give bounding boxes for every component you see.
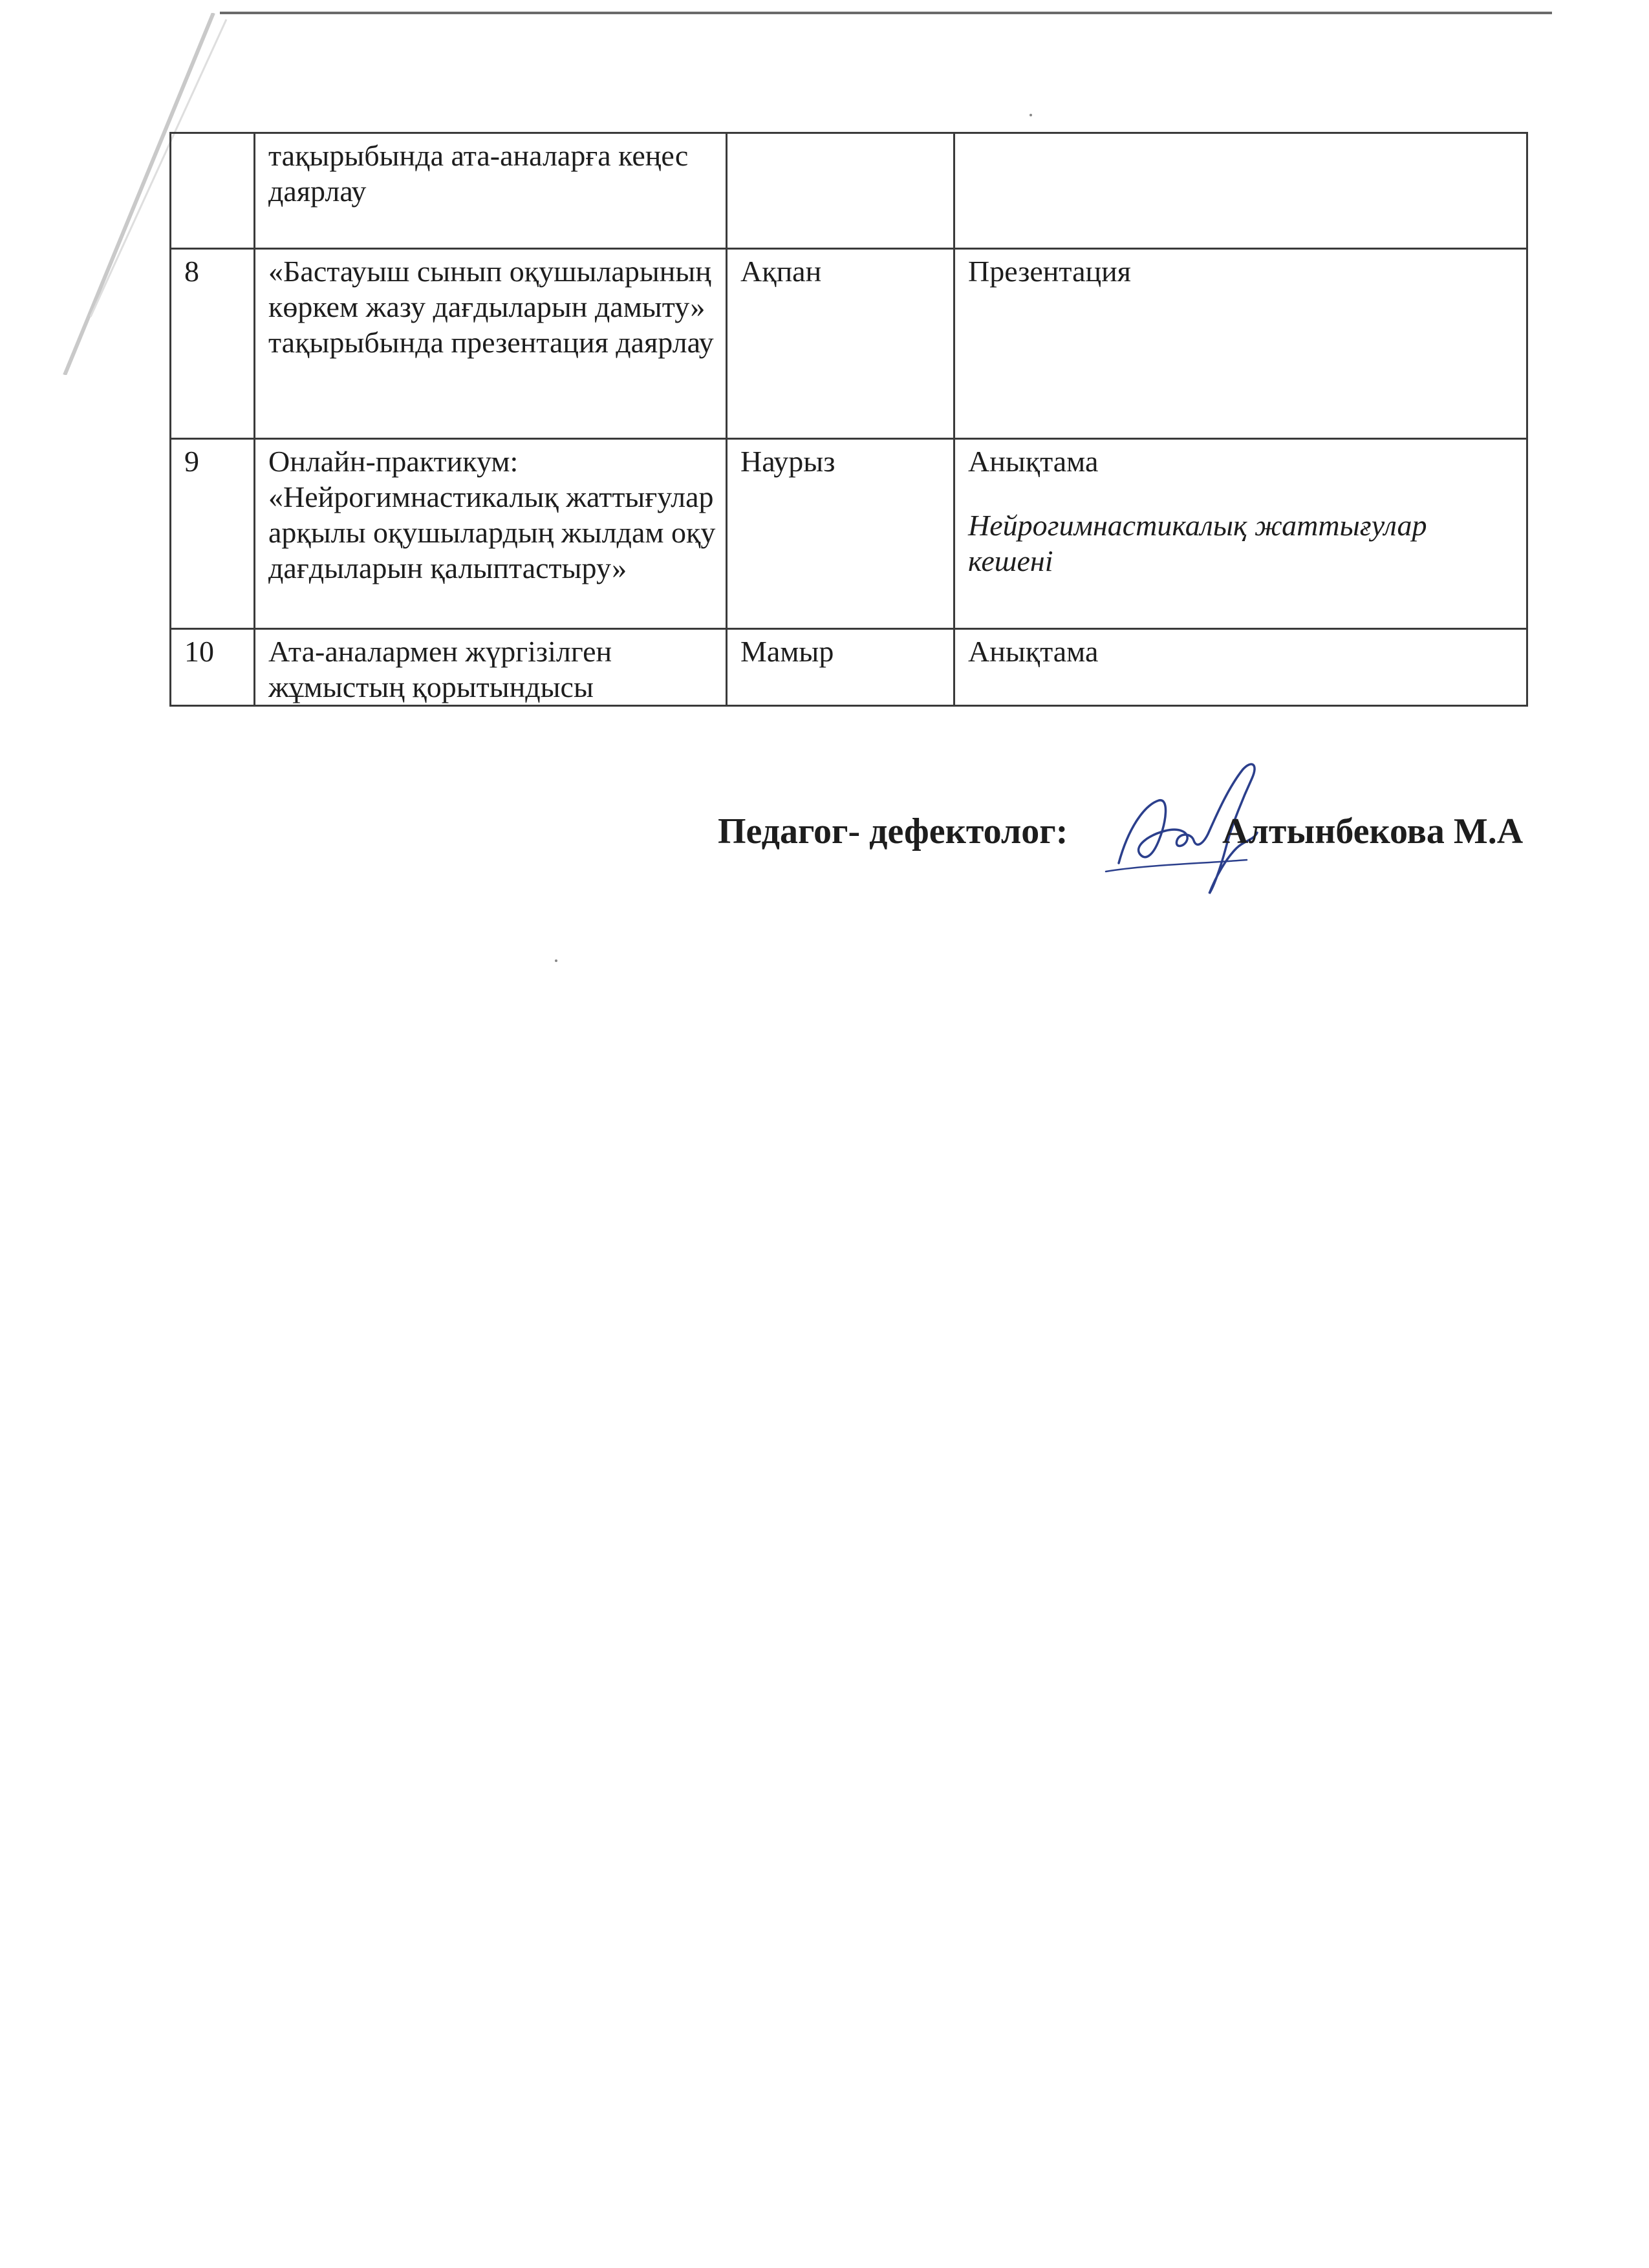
- event-cell: Онлайн-практикум: «Нейрогимнастикалық жаттығулар арқылы оқушылардың жылдам оқу дағдыларын қалыптастыру»: [255, 439, 727, 629]
- scan-border-line: [220, 12, 1552, 14]
- form-text: Анықтама: [968, 635, 1099, 668]
- form-cell: [954, 439, 1527, 629]
- scan-speck: [555, 959, 557, 962]
- table-row: [171, 629, 1527, 706]
- term-cell: Наурыз: [727, 439, 954, 629]
- event-cell: «Бастауыш сынып оқушыларының көркем жазу дағдыларын дамыту» тақырыбында презентация даярлау: [255, 249, 727, 439]
- row-number: 8: [171, 249, 255, 439]
- table-row: [171, 249, 1527, 439]
- plan-table: [169, 132, 1528, 707]
- term-cell: [727, 133, 954, 249]
- table-row: [171, 133, 1527, 249]
- form-cell: [954, 249, 1527, 439]
- signature-block: [718, 802, 1546, 899]
- form-cell: [954, 133, 1527, 249]
- scan-speck: [1029, 114, 1032, 116]
- row-number: [171, 133, 255, 249]
- row-number: 10: [171, 629, 255, 706]
- signer-name: Алтынбекова М.А: [1222, 811, 1524, 851]
- signer-role: Педагог- дефектолог:: [718, 811, 1068, 851]
- event-cell: Ата-аналармен жүргізілген жұмыстың қорытындысы: [255, 629, 727, 706]
- form-note: Нейрогимнастикалық жаттығулар кешені: [968, 509, 1427, 577]
- term-cell: Мамыр: [727, 629, 954, 706]
- row-number: 9: [171, 439, 255, 629]
- table-row: [171, 439, 1527, 629]
- event-cell: тақырыбында ата-аналарға кеңес даярлау: [255, 133, 727, 249]
- form-text: Презентация: [968, 255, 1131, 288]
- form-text: Анықтама: [968, 445, 1099, 478]
- term-cell: Ақпан: [727, 249, 954, 439]
- form-cell: [954, 629, 1527, 706]
